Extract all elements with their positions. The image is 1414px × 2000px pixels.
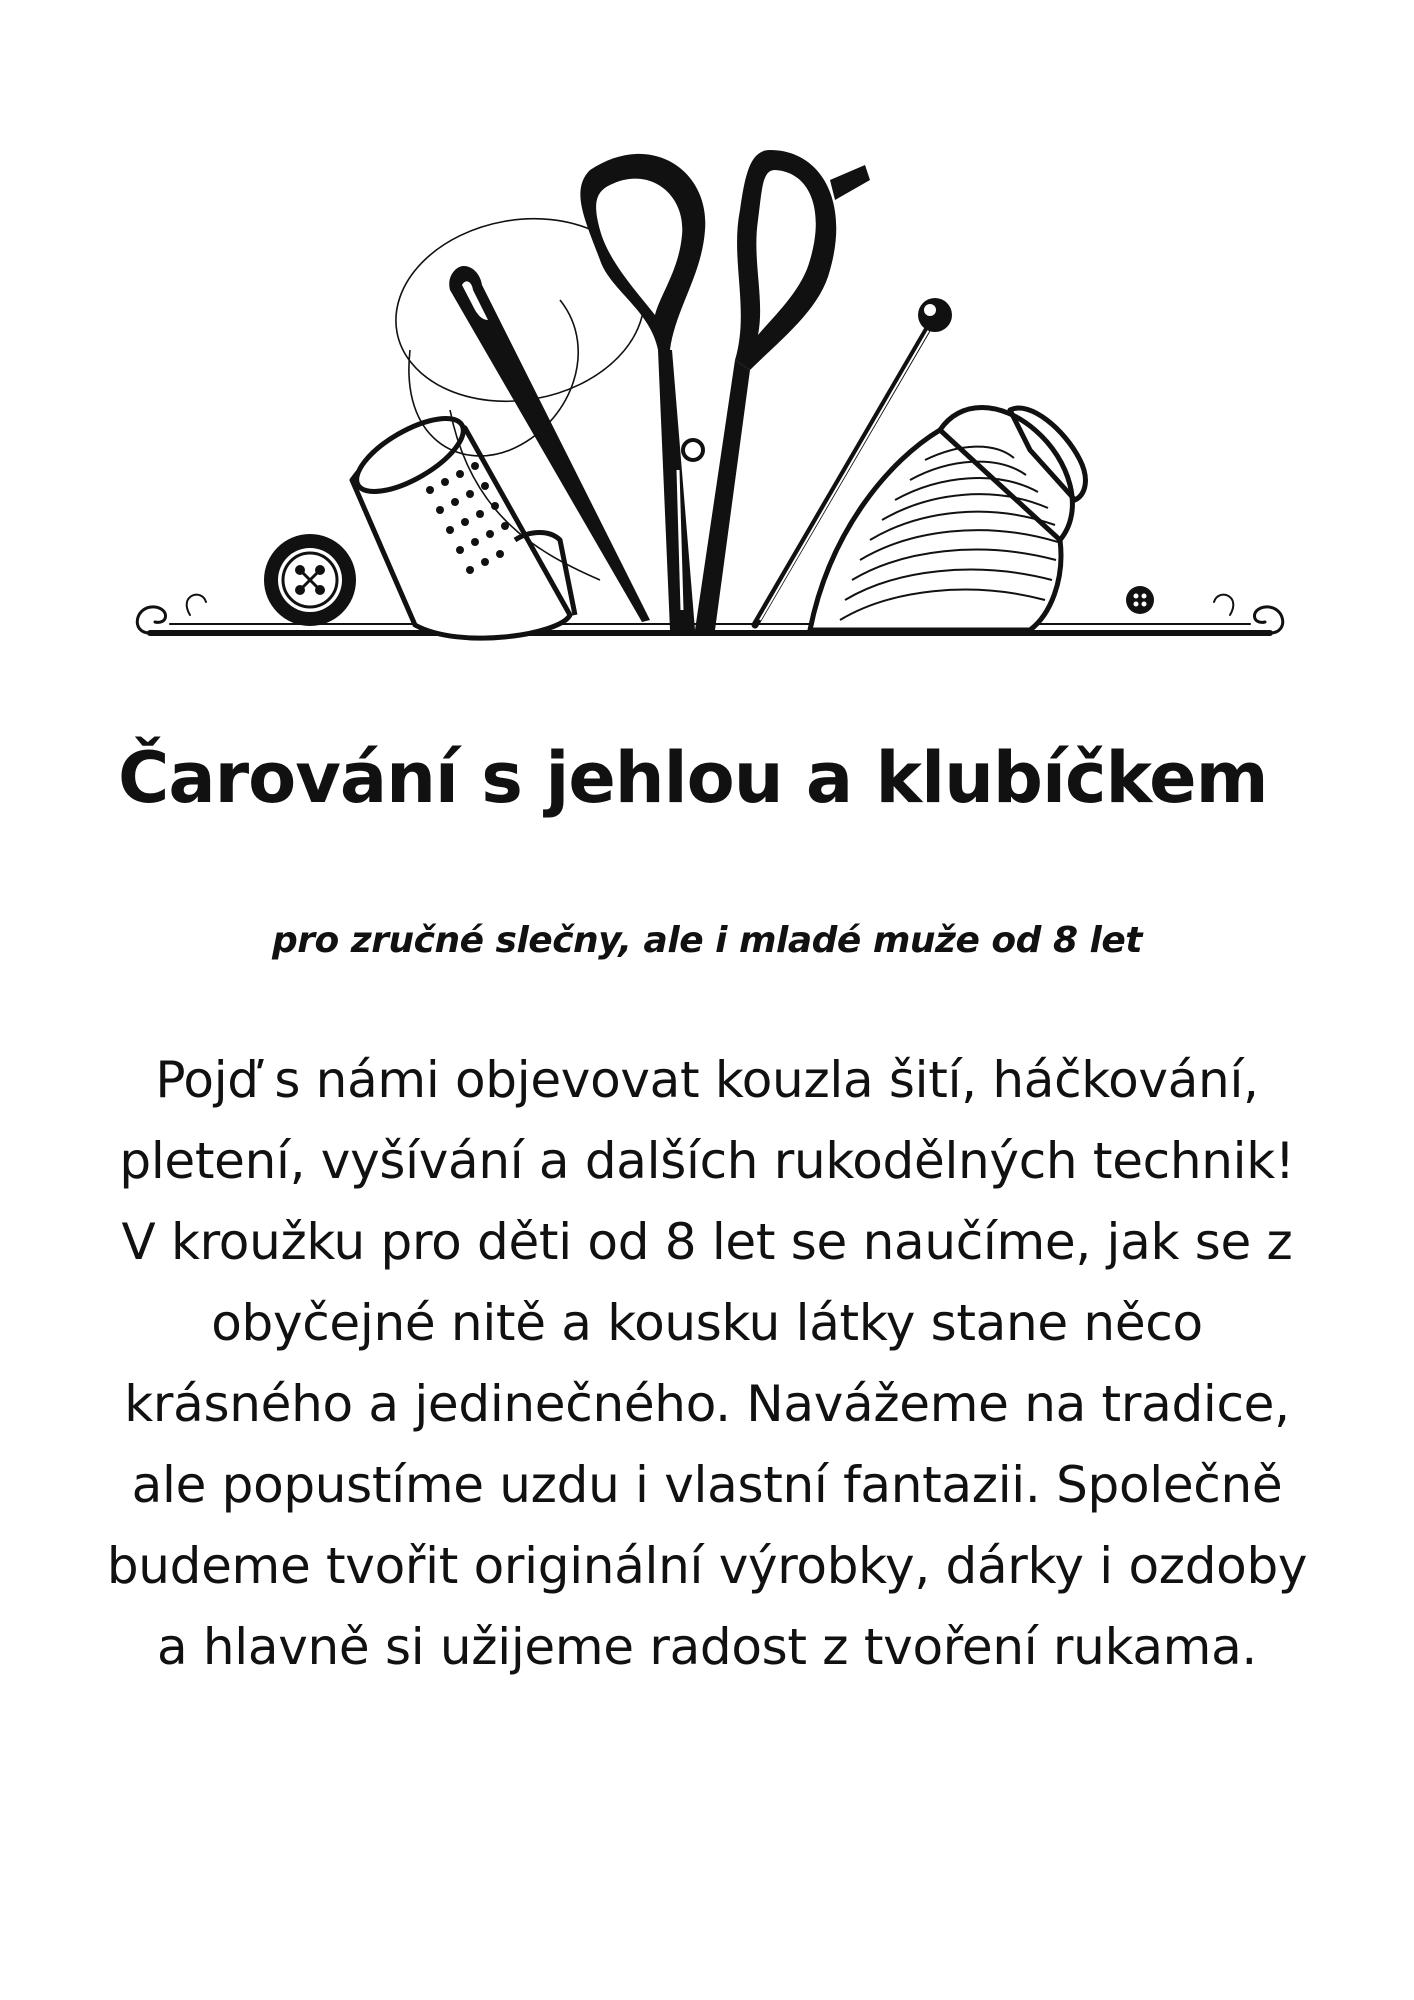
page-title: Čarování s jehlou a klubíčkem <box>118 737 1268 819</box>
page-subtitle: pro zručné slečny, ale i mladé muže od 8 let <box>271 920 1143 961</box>
scissors-icon <box>580 150 870 630</box>
sewing-tools-illustration <box>130 110 1290 670</box>
button-icon <box>264 534 356 626</box>
description-paragraph: Pojď s námi objevovat kouzla šití, háčkování, pletení, vyšívání a dalších rukodělných technik! V kroužku pro děti od 8 let se naučíme, jak se z obyčejné nitě a kousku látky stane něco krásného a jedinečného. Navážeme na tradice, ale popustíme uzdu i vlastní fantazii. Společně budeme tvořit originální výrobky, dárky i ozdoby a hlavně si užijeme radost z tvoření rukama. <box>106 1051 1308 1676</box>
